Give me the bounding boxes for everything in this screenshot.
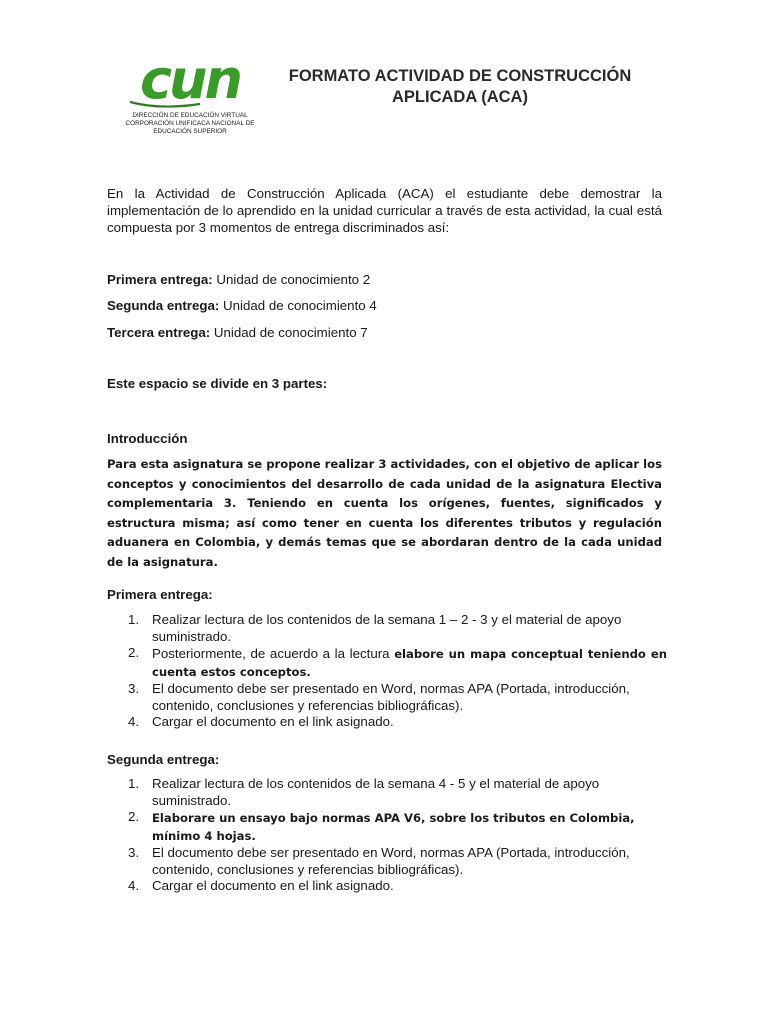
logo-caption — [120, 112, 260, 136]
delivery-label: Tercera entrega: — [107, 325, 211, 340]
list-item — [107, 714, 667, 731]
list-text-plain: Posteriormente, de acuerdo a la lectura — [152, 646, 395, 661]
delivery-label: Segunda entrega: — [107, 298, 220, 313]
list-number: 4. — [128, 714, 140, 729]
list-text: El documento debe ser presentado en Word, normas APA (Portada, introducción, contenido, conclusiones y referencias bibliográficas). — [152, 845, 630, 877]
delivery-line — [107, 324, 662, 341]
list-number: 2. — [128, 645, 140, 660]
second-delivery-heading: Segunda entrega: — [107, 752, 220, 767]
logo-caption-line: CORPORACIÓN UNIFICACA NACIONAL DE — [125, 120, 255, 127]
cun-logo-icon — [120, 52, 260, 110]
title-line: FORMATO ACTIVIDAD DE CONSTRUCCIÓN — [288, 67, 632, 85]
delivery-line — [107, 297, 662, 314]
introduction-text: Para esta asignatura se propone realizar 3 actividades, con el objetivo de aplicar los conceptos y conocimientos del desarrollo de cada unidad de la asignatura Electiva complementaria 3. Teniendo en cuenta los orígenes, fuentes, significados y estructura misma; así como tener en cuenta los diferentes tributos y regulación aduanera en Colombia, y demás temas que se abordaran dentro de la cada unidad de la asignatura. — [107, 457, 662, 569]
logo-caption-line: EDUCACIÓN SUPERIOR — [153, 128, 227, 135]
list-number: 1. — [128, 612, 140, 627]
parts-heading: Este espacio se divide en 3 partes: — [107, 376, 328, 391]
list-number: 3. — [128, 681, 140, 696]
second-delivery-list — [107, 776, 667, 895]
delivery-value: Unidad de conocimiento 7 — [210, 325, 368, 340]
logo-wordmark: cun — [140, 52, 240, 110]
delivery-line — [107, 271, 662, 288]
list-item — [107, 776, 667, 809]
list-item — [107, 612, 667, 645]
delivery-value: Unidad de conocimiento 2 — [212, 272, 371, 287]
delivery-label: Primera entrega: — [107, 272, 213, 287]
list-number: 1. — [128, 776, 140, 791]
list-text: Cargar el documento en el link asignado. — [152, 878, 394, 893]
list-text: Realizar lectura de los contenidos de la semana 4 - 5 y el material de apoyo suministrado. — [152, 776, 600, 808]
introduction-heading: Introducción — [107, 431, 188, 446]
list-item — [107, 878, 667, 895]
list-text: El documento debe ser presentado en Word, normas APA (Portada, introducción, contenido, conclusiones y referencias bibliográficas). — [152, 681, 630, 713]
list-number: 4. — [128, 878, 140, 893]
list-number: 3. — [128, 845, 140, 860]
document-title — [270, 66, 650, 108]
list-text — [152, 645, 667, 681]
list-item — [107, 681, 667, 714]
list-text-bold: elabore un mapa conceptual teniendo en cuenta estos conceptos. — [152, 647, 667, 679]
list-text: Realizar lectura de los contenidos de la semana 1 – 2 - 3 y el material de apoyo suministrado. — [152, 612, 622, 644]
list-text: Cargar el documento en el link asignado. — [152, 714, 394, 729]
list-item — [107, 845, 667, 878]
logo-caption-line: DIRECCIÓN DE EDUCACIÓN VIRTUAL — [132, 112, 248, 119]
list-item — [107, 645, 667, 681]
list-text-bold: Elaborare un ensayo bajo normas APA V6, sobre los tributos en Colombia, mínimo 4 hojas. — [152, 811, 635, 843]
intro-paragraph: En la Actividad de Construcción Aplicada (ACA) el estudiante debe demostrar la implementación de lo aprendido en la unidad curricular a través de esta actividad, la cual está compuesta por 3 momentos de entrega discriminados así: — [107, 186, 662, 235]
delivery-value: Unidad de conocimiento 4 — [219, 298, 377, 313]
list-number: 2. — [128, 809, 140, 824]
list-item — [107, 809, 667, 845]
title-line: APLICADA (ACA) — [392, 88, 528, 106]
cun-logo — [120, 52, 260, 136]
first-delivery-heading: Primera entrega: — [107, 587, 213, 602]
first-delivery-list — [107, 612, 667, 731]
